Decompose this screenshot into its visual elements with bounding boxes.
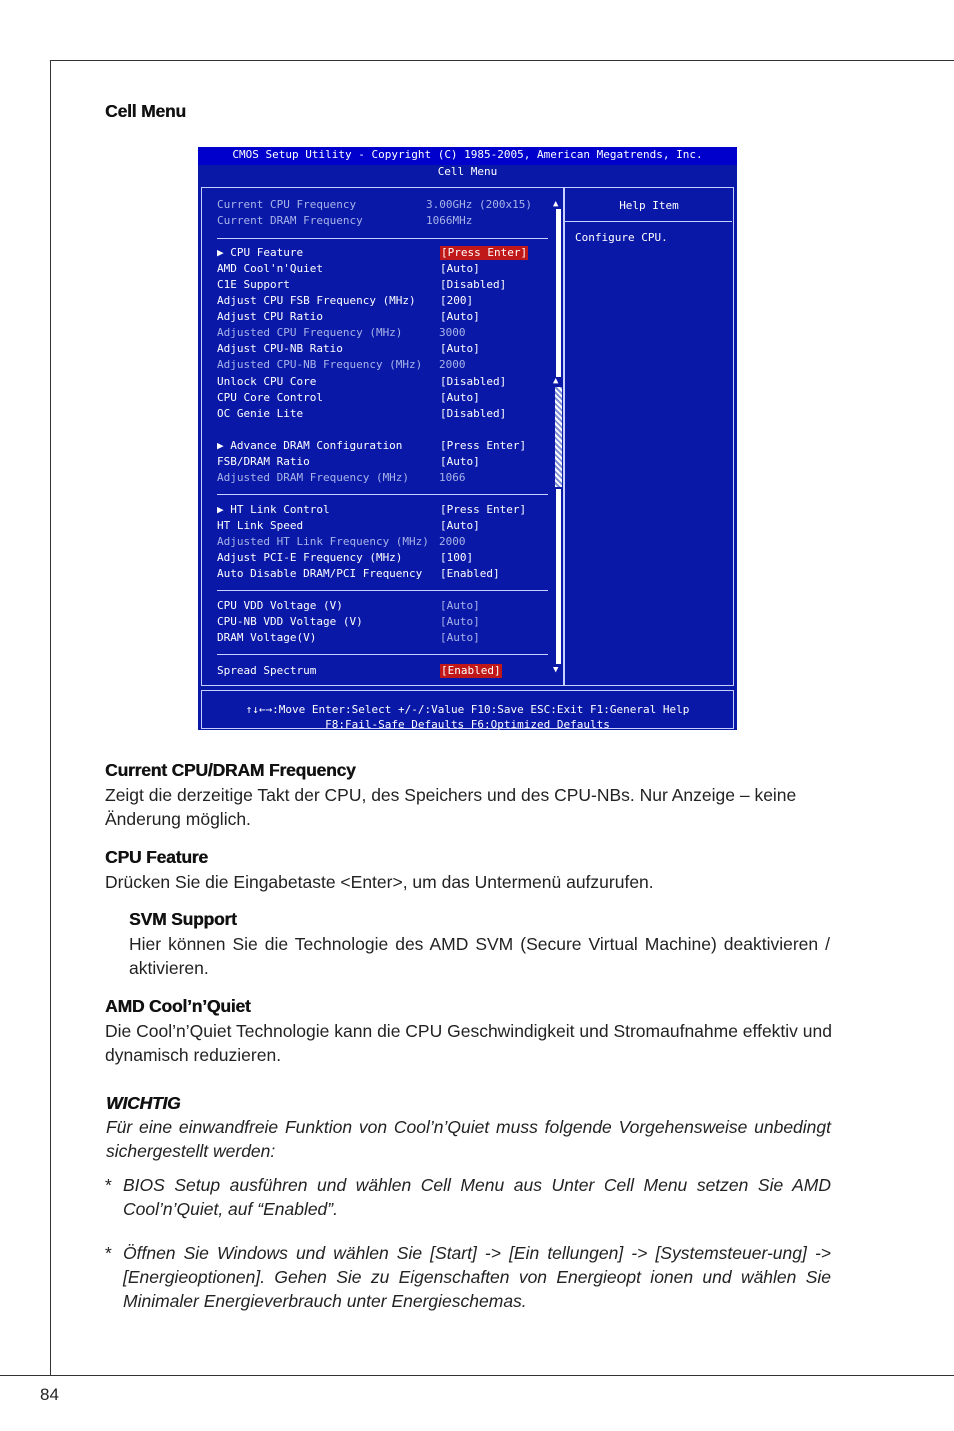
bios-separator xyxy=(217,494,548,495)
bios-scrollbar-track[interactable] xyxy=(556,209,561,377)
bios-row-value-highlighted[interactable]: [Enabled] xyxy=(441,664,501,677)
svm-text: Hier können Sie die Technologie des AMD SVM (Secure Virtual Machine) deaktivieren / aktivieren. xyxy=(129,934,830,978)
bios-row-value[interactable]: [Disabled] xyxy=(440,375,507,388)
bios-row-label: Adjusted DRAM Frequency (MHz) xyxy=(217,471,410,484)
bios-row-label: CPU-NB VDD Voltage (V) xyxy=(217,615,363,628)
bullet-star: * xyxy=(105,1243,112,1263)
bios-row-value: 2000 xyxy=(439,358,466,371)
bios-row-value[interactable]: [Auto] xyxy=(440,631,480,644)
bios-help-text: Configure CPU. xyxy=(575,231,668,244)
bios-footer-defaults: F8:Fail-Safe Defaults F6:Optimized Defaults xyxy=(325,718,610,730)
bios-row-label: C1E Support xyxy=(217,278,290,291)
section-title: Cell Menu xyxy=(105,101,186,121)
bios-row-value[interactable]: [Auto] xyxy=(440,262,480,275)
page-frame-left xyxy=(50,60,51,1375)
bios-row-label: ▶ CPU Feature xyxy=(217,246,304,259)
bios-row-label: HT Link Speed xyxy=(217,519,304,532)
bios-row-value[interactable]: [Disabled] xyxy=(440,407,507,420)
bios-row-label: Adjusted HT Link Frequency (MHz) xyxy=(217,535,429,548)
bios-help-title: Help Item xyxy=(619,199,679,212)
scroll-down-icon[interactable]: ▼ xyxy=(553,665,559,675)
bios-row-label: Spread Spectrum xyxy=(217,664,317,677)
feature-heading: CPU Feature xyxy=(105,847,208,867)
bios-screenshot xyxy=(198,147,737,730)
bios-row-value[interactable]: [Auto] xyxy=(440,615,480,628)
bios-row-value: 2000 xyxy=(439,535,466,548)
important-heading: WICHTIG xyxy=(106,1093,181,1113)
bios-separator xyxy=(217,654,548,655)
page-number: 84 xyxy=(40,1385,59,1404)
bios-row-value: 1066MHz xyxy=(426,214,473,227)
bios-row-label: Auto Disable DRAM/PCI Frequency xyxy=(217,567,423,580)
bios-row-label: Adjust PCI-E Frequency (MHz) xyxy=(217,551,403,564)
bios-subtitle: Cell Menu xyxy=(437,165,498,178)
bios-row-value[interactable]: [Auto] xyxy=(440,599,480,612)
bios-row-value[interactable]: [200] xyxy=(440,294,474,307)
freq-heading: Current CPU/DRAM Frequency xyxy=(105,760,356,780)
cnq-heading: AMD Cool’n’Quiet xyxy=(105,996,251,1016)
bios-row-value: 1066 xyxy=(439,471,466,484)
bios-help-panel xyxy=(564,187,734,686)
bios-row-label: Current CPU Frequency xyxy=(217,198,357,211)
bios-separator xyxy=(217,590,548,591)
bios-row-label: ▶ Advance DRAM Configuration xyxy=(217,439,403,452)
svm-heading: SVM Support xyxy=(129,909,237,929)
bios-row-label: AMD Cool'n'Quiet xyxy=(217,262,323,275)
bullet-star: * xyxy=(105,1175,112,1195)
bios-row-label: CPU VDD Voltage (V) xyxy=(217,599,343,612)
feature-text: Drücken Sie die Eingabetaste <Enter>, um das Untermenü aufzurufen. xyxy=(105,872,654,892)
bios-scrollbar-track-lower[interactable] xyxy=(556,489,561,664)
page-frame-top xyxy=(50,60,954,61)
bios-row-value[interactable]: [Auto] xyxy=(440,391,480,404)
bios-row-label: Current DRAM Frequency xyxy=(217,214,363,227)
important-text: Für eine einwandfreie Funktion von Cool’n’Quiet muss folgende Vorgehensweise unbedingt sichergestellt werden: xyxy=(106,1117,831,1161)
bios-row-value[interactable]: [Disabled] xyxy=(440,278,507,291)
bios-footer-keys: ↑↓←→:Move Enter:Select +/-/:Value F10:Save ESC:Exit F1:General Help xyxy=(245,703,690,716)
bios-row-value-selected[interactable]: [Press Enter] xyxy=(441,246,528,259)
bios-row-value[interactable]: [Auto] xyxy=(440,310,480,323)
bios-row-value[interactable]: [Auto] xyxy=(440,519,480,532)
bios-row-value: 3000 xyxy=(439,326,466,339)
bios-row-value[interactable]: [Press Enter] xyxy=(440,503,527,516)
bios-row-label: ▶ HT Link Control xyxy=(217,503,330,516)
bios-title: CMOS Setup Utility - Copyright (C) 1985-2005, American Megatrends, Inc. xyxy=(232,148,703,161)
bios-row-label: OC Genie Lite xyxy=(217,407,304,420)
bios-row-value[interactable]: [100] xyxy=(440,551,474,564)
bios-row-label: Adjust CPU-NB Ratio xyxy=(217,342,343,355)
bios-row-label: Adjusted CPU-NB Frequency (MHz) xyxy=(217,358,423,371)
bios-separator xyxy=(217,238,548,239)
bios-row-value[interactable]: [Auto] xyxy=(440,455,480,468)
bios-row-value[interactable]: [Press Enter] xyxy=(440,439,527,452)
bios-scrollbar-thumb[interactable] xyxy=(555,387,562,487)
bios-row-label: Unlock CPU Core xyxy=(217,375,317,388)
bullet-2: Öffnen Sie Windows und wählen Sie [Start] -> [Ein tellungen] -> [Systemsteuer-ung] -> [Energieoptionen]. Gehen Sie zu Eigenschaften von Energieopt ionen und wählen Sie Minimaler Energieverbrauch unter Energieschemas. xyxy=(123,1243,831,1311)
bios-row-label: Adjust CPU Ratio xyxy=(217,310,323,323)
bios-row-value[interactable]: [Enabled] xyxy=(440,567,500,580)
bios-row-label: FSB/DRAM Ratio xyxy=(217,455,310,468)
page-frame-bottom xyxy=(0,1375,954,1376)
cnq-text: Die Cool’n’Quiet Technologie kann die CPU Geschwindigkeit und Stromaufnahme effektiv und dynamisch reduzieren. xyxy=(105,1021,832,1065)
bios-row-label: Adjusted CPU Frequency (MHz) xyxy=(217,326,403,339)
bios-row-label: Adjust CPU FSB Frequency (MHz) xyxy=(217,294,416,307)
bullet-1: BIOS Setup ausführen und wählen Cell Menu aus Unter Cell Menu setzen Sie AMD Cool’n’Quiet, auf “Enabled”. xyxy=(123,1175,831,1219)
bios-row-value[interactable]: [Auto] xyxy=(440,342,480,355)
bios-row-value: 3.00GHz (200x15) xyxy=(426,198,532,211)
scroll-up-icon[interactable]: ▲ xyxy=(553,376,559,386)
scroll-up-icon[interactable]: ▲ xyxy=(553,199,559,209)
bios-row-label: CPU Core Control xyxy=(217,391,323,404)
bios-row-label: DRAM Voltage(V) xyxy=(217,631,317,644)
freq-text: Zeigt die derzeitige Takt der CPU, des Speichers und des CPU-NBs. Nur Anzeige – keine Änderung möglich. xyxy=(105,785,797,829)
